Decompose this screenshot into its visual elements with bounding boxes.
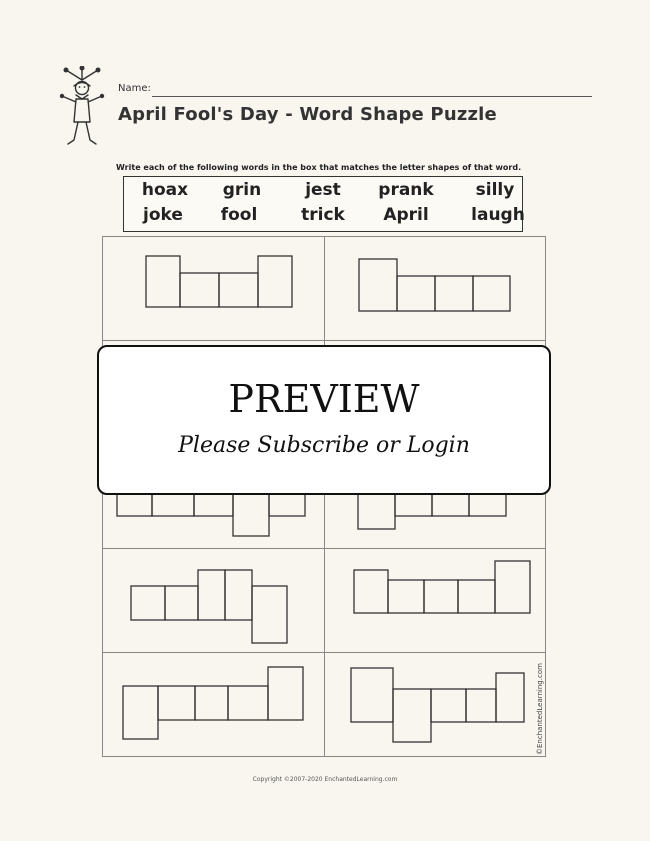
word-bank-word: April: [383, 205, 429, 225]
word-shape-box[interactable]: [351, 668, 524, 742]
page-title: April Fool's Day - Word Shape Puzzle: [118, 104, 497, 125]
word-shape-box[interactable]: [146, 256, 292, 307]
word-bank-word: fool: [220, 205, 258, 225]
word-bank-word: hoax: [141, 180, 189, 200]
instructions: Write each of the following words in the box that matches the letter shapes of that word.: [116, 163, 522, 172]
word-shape-box[interactable]: [354, 561, 530, 613]
word-bank-word: silly: [475, 180, 515, 200]
word-bank-word: grin: [222, 180, 262, 200]
word-bank-word: jest: [305, 180, 341, 200]
watermark: ©EnchantedLearning.com: [536, 663, 544, 755]
copyright: Copyright ©2007-2020 EnchantedLearning.com: [252, 776, 398, 783]
word-shape-box[interactable]: [359, 259, 510, 311]
word-bank-word: trick: [301, 205, 345, 225]
preview-overlay[interactable]: [97, 345, 551, 495]
word-bank-word: laugh: [471, 205, 525, 225]
word-shape-box[interactable]: [123, 667, 303, 739]
preview-subtitle[interactable]: Please Subscribe or Login: [178, 433, 470, 458]
word-bank-word: joke: [143, 205, 183, 225]
word-bank-word: prank: [378, 180, 434, 200]
name-label: Name:: [118, 83, 151, 94]
preview-title: PREVIEW: [228, 377, 420, 421]
word-shape-box[interactable]: [131, 570, 287, 643]
